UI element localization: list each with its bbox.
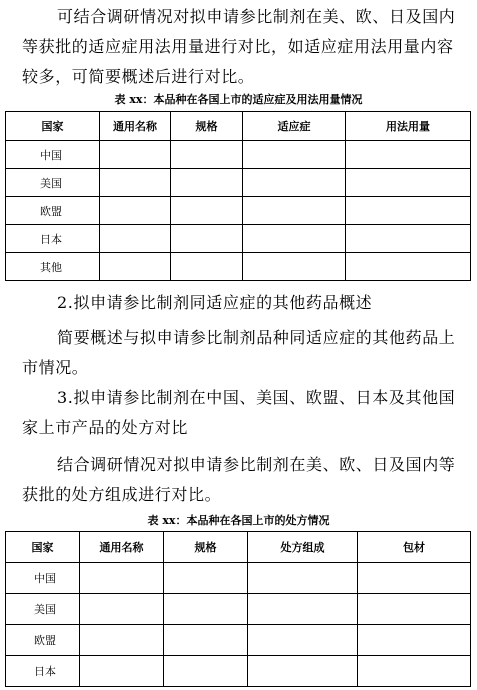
- table-row: [6, 141, 471, 169]
- header-formulation: 处方组成: [248, 532, 358, 563]
- table-row: [6, 253, 471, 281]
- table-cell: [346, 141, 471, 169]
- row-country: 美国: [6, 594, 80, 625]
- paragraph-formulation: 结合调研情况对拟申请参比制剂在美、欧、日及国内等获批的处方组成进行对比。: [22, 455, 456, 504]
- header-indication: 适应症: [243, 112, 346, 141]
- section-heading-3: 3.拟申请参比制剂在中国、美国、欧盟、日本及其他国家上市产品的处方对比: [22, 388, 456, 437]
- table-cell: [100, 225, 171, 253]
- table-cell: [80, 656, 164, 687]
- row-country: 美国: [6, 169, 100, 197]
- table-row: [6, 594, 471, 625]
- row-country: 日本: [6, 225, 100, 253]
- table-cell: [164, 625, 248, 656]
- table-cell: [243, 225, 346, 253]
- table-header-row: [6, 532, 471, 563]
- table-cell: [243, 197, 346, 225]
- table-cell: [164, 656, 248, 687]
- table-cell: [171, 253, 243, 281]
- table-cell: [164, 594, 248, 625]
- table-cell: [248, 625, 358, 656]
- table-cell: [346, 225, 471, 253]
- row-country: 中国: [6, 141, 100, 169]
- header-generic-name: 通用名称: [80, 532, 164, 563]
- row-country: 日本: [6, 656, 80, 687]
- paragraph-other-drugs: 简要概述与拟申请参比制剂品种同适应症的其他药品上市情况。: [22, 328, 456, 377]
- header-packaging: 包材: [358, 532, 471, 563]
- table-cell: [171, 141, 243, 169]
- table-cell: [243, 169, 346, 197]
- header-dosage: 用法用量: [346, 112, 471, 141]
- table-cell: [164, 563, 248, 594]
- table-cell: [80, 563, 164, 594]
- table-cell: [80, 594, 164, 625]
- table-cell: [243, 141, 346, 169]
- table-cell: [248, 563, 358, 594]
- row-country: 其他: [6, 253, 100, 281]
- table-cell: [100, 197, 171, 225]
- header-country: 国家: [6, 532, 80, 563]
- table-formulation: [5, 531, 471, 687]
- table2-caption: 表 xx：本品种在各国上市的处方情况: [147, 514, 330, 527]
- table-row: [6, 197, 471, 225]
- header-specification: 规格: [164, 532, 248, 563]
- table-cell: [346, 197, 471, 225]
- table-header-row: [6, 112, 471, 141]
- header-specification: 规格: [171, 112, 243, 141]
- table-cell: [171, 169, 243, 197]
- table-row: [6, 225, 471, 253]
- row-country: 欧盟: [6, 625, 80, 656]
- table-cell: [346, 169, 471, 197]
- table-row: [6, 563, 471, 594]
- table-cell: [358, 625, 471, 656]
- table-cell: [248, 656, 358, 687]
- table-cell: [243, 253, 346, 281]
- header-generic-name: 通用名称: [100, 112, 171, 141]
- section-heading-2: 2.拟申请参比制剂同适应症的其他药品概述: [57, 293, 373, 312]
- table-row: [6, 169, 471, 197]
- table-cell: [80, 625, 164, 656]
- table-cell: [171, 197, 243, 225]
- table-cell: [358, 656, 471, 687]
- table-indications-dosage: [5, 111, 471, 281]
- table-cell: [248, 594, 358, 625]
- row-country: 欧盟: [6, 197, 100, 225]
- table-cell: [346, 253, 471, 281]
- table-cell: [358, 594, 471, 625]
- table-row: [6, 625, 471, 656]
- table-cell: [100, 169, 171, 197]
- table-cell: [358, 563, 471, 594]
- table-cell: [171, 225, 243, 253]
- row-country: 中国: [6, 563, 80, 594]
- table-row: [6, 656, 471, 687]
- header-country: 国家: [6, 112, 100, 141]
- table-cell: [100, 253, 171, 281]
- paragraph-intro: 可结合调研情况对拟申请参比制剂在美、欧、日及国内等获批的适应症用法用量进行对比，如适应症用法用量内容较多，可简要概述后进行对比。: [22, 7, 456, 86]
- table1-caption: 表 xx：本品种在各国上市的适应症及用法用量情况: [114, 93, 363, 106]
- table-cell: [100, 141, 171, 169]
